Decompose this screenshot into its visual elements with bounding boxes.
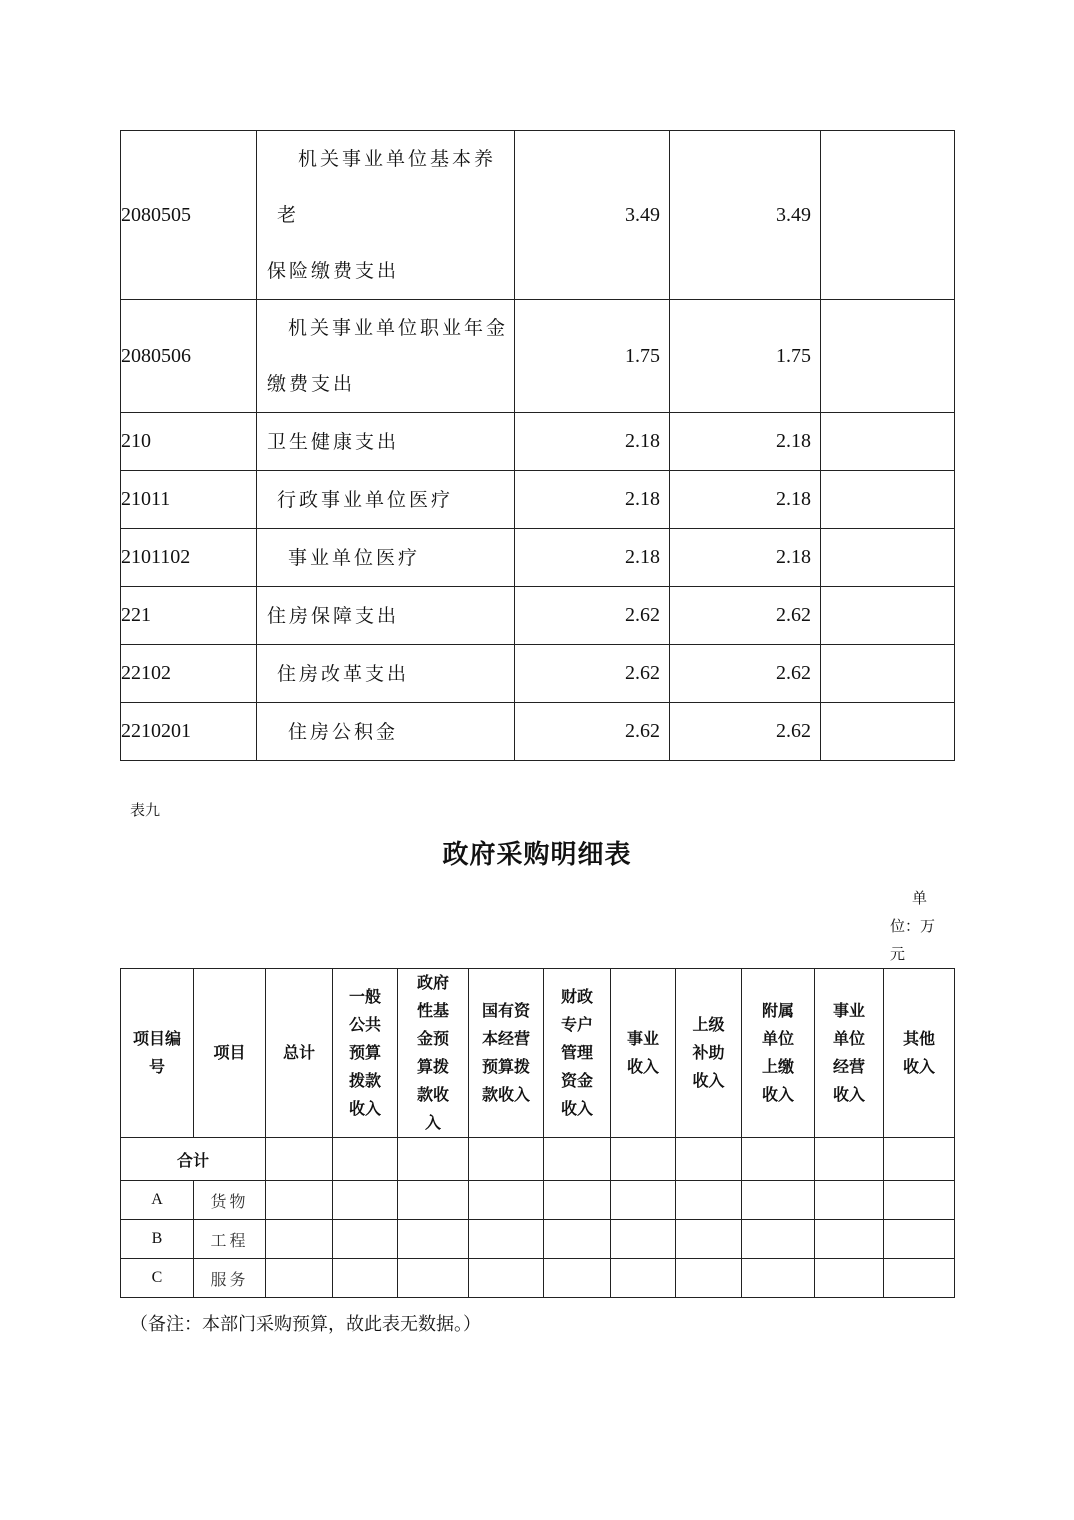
amount-basic: 2.62 <box>670 645 821 703</box>
function-code: 22102 <box>121 645 257 703</box>
category-row <box>121 1220 955 1259</box>
procurement-table <box>120 968 955 1298</box>
function-name: 行政事业单位医疗 <box>257 471 515 529</box>
column-header-line: 金预 <box>416 1029 449 1048</box>
empty-cell <box>611 1259 676 1298</box>
table-row <box>121 413 955 471</box>
amount-project <box>821 413 955 471</box>
empty-cell <box>266 1259 333 1298</box>
empty-cell <box>742 1259 815 1298</box>
column-header-line: 管理 <box>560 1043 593 1062</box>
amount-total: 2.62 <box>515 703 670 761</box>
column-header-line: 上缴 <box>761 1057 794 1076</box>
expenditure-table <box>120 130 955 761</box>
function-name-line2: 缴费支出 <box>267 373 356 395</box>
empty-cell <box>815 1259 884 1298</box>
amount-basic: 2.18 <box>670 413 821 471</box>
column-header-line: 收入 <box>560 1099 593 1118</box>
category-row <box>121 1181 955 1220</box>
empty-cell <box>469 1181 544 1220</box>
table-row <box>121 703 955 761</box>
empty-cell <box>884 1181 955 1220</box>
empty-cell <box>611 1220 676 1259</box>
function-code: 2210201 <box>121 703 257 761</box>
column-header <box>815 969 884 1138</box>
column-header-line: 单位 <box>832 1029 865 1048</box>
table-row <box>121 131 955 300</box>
empty-cell <box>742 1181 815 1220</box>
amount-basic: 1.75 <box>670 300 821 413</box>
empty-cell <box>333 1220 398 1259</box>
function-name: 住房改革支出 <box>257 645 515 703</box>
column-header-line: 附属 <box>761 1001 794 1020</box>
column-header-text <box>283 1039 315 1067</box>
column-header <box>611 969 676 1138</box>
column-header-text <box>213 1039 245 1067</box>
function-name-line1: 机关事业单位基本养老 <box>277 148 497 226</box>
empty-cell <box>815 1220 884 1259</box>
function-code: 2080506 <box>121 300 257 413</box>
column-header <box>469 969 544 1138</box>
empty-cell <box>398 1220 469 1259</box>
empty-cell <box>884 1220 955 1259</box>
column-header <box>884 969 955 1138</box>
empty-cell <box>266 1181 333 1220</box>
function-name-line2: 保险缴费支出 <box>267 260 400 282</box>
column-header-line: 算拨 <box>416 1057 449 1076</box>
function-code: 2101102 <box>121 529 257 587</box>
function-name-line1: 机关事业单位职业年金 <box>288 317 509 339</box>
column-header-text <box>627 1025 659 1081</box>
empty-cell <box>469 1259 544 1298</box>
table-row <box>121 529 955 587</box>
empty-cell <box>266 1138 333 1181</box>
column-header-line: 事业 <box>626 1029 659 1048</box>
empty-cell <box>611 1138 676 1181</box>
unit-label <box>890 884 948 968</box>
column-header-line: 总计 <box>282 1043 315 1062</box>
column-header <box>742 969 815 1138</box>
empty-cell <box>398 1181 469 1220</box>
function-name <box>257 300 515 413</box>
category-code: A <box>121 1181 194 1220</box>
column-header-line: 一般 <box>348 987 381 1006</box>
table-row <box>121 471 955 529</box>
amount-project <box>821 529 955 587</box>
amount-basic: 3.49 <box>670 131 821 300</box>
column-header-line: 预算拨 <box>481 1057 530 1076</box>
column-header <box>333 969 398 1138</box>
empty-cell <box>333 1259 398 1298</box>
amount-total: 2.18 <box>515 413 670 471</box>
column-header-line: 财政 <box>560 987 593 1006</box>
amount-project <box>821 131 955 300</box>
function-code: 2080505 <box>121 131 257 300</box>
column-header-line: 收入 <box>832 1085 865 1104</box>
column-header <box>676 969 742 1138</box>
column-header-line: 经营 <box>832 1057 865 1076</box>
column-header-line: 拨款 <box>348 1071 381 1090</box>
table-row <box>121 645 955 703</box>
function-name: 卫生健康支出 <box>257 413 515 471</box>
function-code: 21011 <box>121 471 257 529</box>
column-header-line: 项目 <box>213 1043 246 1062</box>
column-header <box>544 969 611 1138</box>
column-header-line: 性基 <box>416 1001 449 1020</box>
total-row <box>121 1138 955 1181</box>
column-header <box>398 969 469 1138</box>
column-header-line: 收入 <box>902 1057 935 1076</box>
column-header-text <box>903 1025 935 1081</box>
amount-total: 2.18 <box>515 471 670 529</box>
amount-basic: 2.62 <box>670 587 821 645</box>
amount-project <box>821 300 955 413</box>
empty-cell <box>266 1220 333 1259</box>
empty-cell <box>742 1138 815 1181</box>
empty-cell <box>469 1138 544 1181</box>
column-header-line: 事业 <box>832 1001 865 1020</box>
function-name: 事业单位医疗 <box>257 529 515 587</box>
empty-cell <box>676 1181 742 1220</box>
column-header-line: 收入 <box>348 1099 381 1118</box>
column-header-line: 单位 <box>761 1029 794 1048</box>
amount-total: 1.75 <box>515 300 670 413</box>
function-name <box>257 131 515 300</box>
amount-total: 2.62 <box>515 587 670 645</box>
empty-cell <box>544 1220 611 1259</box>
column-header-line: 补助 <box>692 1043 725 1062</box>
function-code: 210 <box>121 413 257 471</box>
amount-total: 2.18 <box>515 529 670 587</box>
column-header <box>194 969 266 1138</box>
column-header-line: 资金 <box>560 1071 593 1090</box>
empty-cell <box>398 1259 469 1298</box>
empty-cell <box>544 1181 611 1220</box>
empty-cell <box>815 1138 884 1181</box>
unit-label-line: 位：万 <box>890 917 936 935</box>
category-name: 货物 <box>194 1181 266 1220</box>
column-header-line: 本经营 <box>481 1029 530 1048</box>
column-header-text <box>417 969 449 1137</box>
header-row <box>121 969 955 1138</box>
category-code: B <box>121 1220 194 1259</box>
empty-cell <box>676 1138 742 1181</box>
empty-cell <box>544 1138 611 1181</box>
total-label: 合计 <box>121 1138 266 1181</box>
empty-cell <box>469 1220 544 1259</box>
column-header-line: 公共 <box>348 1015 381 1034</box>
empty-cell <box>676 1259 742 1298</box>
empty-cell <box>742 1220 815 1259</box>
column-header-text <box>482 997 530 1109</box>
column-header-line: 专户 <box>560 1015 593 1034</box>
category-name: 工程 <box>194 1220 266 1259</box>
unit-label-line: 单 <box>912 889 928 907</box>
empty-cell <box>815 1181 884 1220</box>
column-header-text <box>692 1011 724 1095</box>
column-header-line: 政府 <box>416 973 449 992</box>
table-row <box>121 300 955 413</box>
empty-cell <box>333 1181 398 1220</box>
footnote: （备注：本部门采购预算，故此表无数据。） <box>130 1314 481 1335</box>
column-header-line: 上级 <box>692 1015 725 1034</box>
category-name: 服务 <box>194 1259 266 1298</box>
amount-total: 2.62 <box>515 645 670 703</box>
amount-basic: 2.62 <box>670 703 821 761</box>
column-header-text <box>349 983 381 1123</box>
column-header-text <box>133 1025 181 1081</box>
table-number-label: 表九 <box>130 801 161 819</box>
column-header-line: 号 <box>148 1057 165 1076</box>
amount-basic: 2.18 <box>670 529 821 587</box>
column-header-text <box>561 983 593 1123</box>
column-header-line: 项目编 <box>132 1029 181 1048</box>
function-name: 住房保障支出 <box>257 587 515 645</box>
column-header <box>266 969 333 1138</box>
column-header <box>121 969 194 1138</box>
amount-total: 3.49 <box>515 131 670 300</box>
category-code: C <box>121 1259 194 1298</box>
column-header-line: 国有资 <box>481 1001 530 1020</box>
amount-project <box>821 703 955 761</box>
empty-cell <box>676 1220 742 1259</box>
category-row <box>121 1259 955 1298</box>
column-header-text <box>762 997 794 1109</box>
column-header-line: 收入 <box>692 1071 725 1090</box>
function-name: 住房公积金 <box>257 703 515 761</box>
column-header-line: 收入 <box>626 1057 659 1076</box>
empty-cell <box>333 1138 398 1181</box>
amount-project <box>821 645 955 703</box>
empty-cell <box>398 1138 469 1181</box>
unit-label-line: 元 <box>890 945 906 963</box>
amount-basic: 2.18 <box>670 471 821 529</box>
column-header-line: 款收 <box>416 1085 449 1104</box>
column-header-line: 入 <box>424 1113 441 1132</box>
amount-project <box>821 471 955 529</box>
column-header-line: 款收入 <box>481 1085 530 1104</box>
empty-cell <box>884 1138 955 1181</box>
column-header-line: 收入 <box>761 1085 794 1104</box>
column-header-line: 预算 <box>348 1043 381 1062</box>
empty-cell <box>611 1181 676 1220</box>
table-row <box>121 587 955 645</box>
empty-cell <box>544 1259 611 1298</box>
column-header-line: 其他 <box>902 1029 935 1048</box>
amount-project <box>821 587 955 645</box>
column-header-text <box>833 997 865 1109</box>
function-code: 221 <box>121 587 257 645</box>
page-title: 政府采购明细表 <box>442 840 632 870</box>
empty-cell <box>884 1259 955 1298</box>
